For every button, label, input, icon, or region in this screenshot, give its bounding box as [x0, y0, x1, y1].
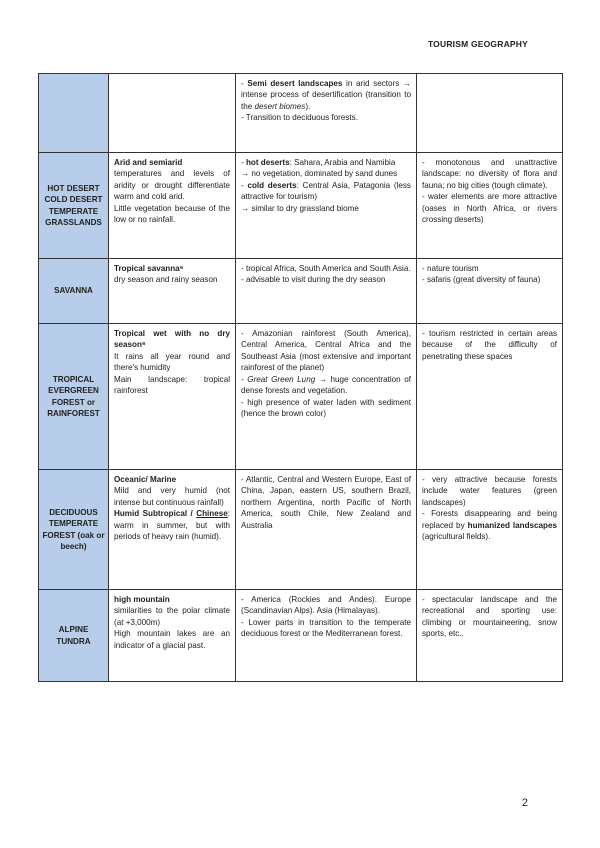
text-run: desert biomes	[254, 101, 306, 111]
text-run: - tropical Africa, South America and South Asia.	[241, 264, 411, 273]
text-run: Oceanic/ Marine	[114, 475, 177, 484]
text-run: High mountain lakes are an indicator of a glacial past.	[114, 629, 230, 650]
text-run: - Transition to deciduous forests.	[241, 113, 358, 123]
text-run: Great Green Lung	[247, 374, 316, 384]
tourism-cell	[417, 470, 563, 590]
text-run: - monotonous and unattractive landscape: no diversity of flora and fauna; no big cities (tough climate).	[422, 158, 557, 190]
biome-name-cell	[39, 74, 109, 153]
tourism-line	[422, 328, 557, 362]
biome-name: DECIDUOUS TEMPERATE FOREST (oak or beech)	[42, 507, 105, 551]
text-run: - Lower parts in transition to the temperate deciduous forest or the Mediterranean forest.	[241, 617, 411, 639]
text-run: - very attractive because forests include water features (green landscapes)	[422, 475, 557, 507]
climate-cell	[109, 153, 236, 259]
location-cell	[236, 259, 417, 324]
tourism-line	[422, 157, 557, 191]
text-run: : Sahara, Arabia and Namibia	[289, 158, 396, 167]
climate-line	[114, 274, 230, 285]
biome-table	[38, 73, 563, 682]
climate-line	[114, 351, 230, 374]
text-run: - Amazonian rainforest (South America), Central America, Central Africa and the Southeast Asia (most extensive and important rainforest of the planet)	[241, 329, 411, 373]
text-run: - safaris (great diversity of fauna)	[422, 275, 541, 285]
table-row	[39, 470, 563, 590]
text-run: : warm in summer, but with periods of heavy rain (humid).	[114, 509, 230, 542]
biome-name: ALPINE TUNDRA	[56, 625, 91, 646]
text-run: - Atlantic, Central and Western Europe, East of China, Japan, eastern US, southern Brazil, northern Argentina, north Pacific of North America, south Chile, New Zealand and Australia	[241, 475, 411, 530]
running-header: TOURISM GEOGRAPHY	[427, 39, 528, 49]
location-cell	[236, 153, 417, 259]
text-run: cold deserts	[247, 180, 297, 190]
biome-name-cell	[39, 470, 109, 590]
text-run: Tropical wet with no dry season	[114, 329, 230, 350]
tourism-cell	[417, 259, 563, 324]
location-cell	[236, 470, 417, 590]
tourism-cell	[417, 590, 563, 682]
text-run: - advisable to visit during the dry season	[241, 275, 386, 285]
tourism-line	[422, 508, 557, 542]
biome-name: HOT DESERT COLD DESERT TEMPERATE GRASSLANDS	[44, 183, 103, 227]
climate-cell	[109, 74, 236, 153]
text-run: Chinese	[196, 509, 228, 519]
text-run: -	[241, 180, 248, 190]
text-run: in arid sectors → intense process of desertification (transition to the	[241, 79, 411, 111]
text-run: -	[241, 374, 248, 384]
text-run: -	[241, 158, 246, 167]
text-run: dry season and rainy season	[114, 275, 218, 285]
table-row	[39, 324, 563, 470]
page-number: 2	[521, 797, 528, 809]
location-line	[241, 157, 411, 168]
climate-line	[114, 628, 230, 651]
location-cell	[236, 324, 417, 470]
text-run: hot deserts	[245, 158, 290, 167]
text-run: - nature tourism	[422, 264, 479, 273]
biome-name: TROPICAL EVERGREEN FOREST or RAINFOREST	[47, 374, 100, 418]
climate-line	[114, 594, 230, 605]
text-run: - high presence of water laden with sediment (hence the brown color)	[241, 397, 411, 419]
location-line	[241, 180, 411, 203]
biome-name: SAVANNA	[54, 286, 93, 296]
text-run: Mild and very humid (not intense but continuous rainfall)	[114, 486, 230, 507]
location-line	[241, 374, 411, 397]
biome-name-cell	[39, 590, 109, 682]
climate-line	[114, 203, 230, 226]
table-row	[39, 259, 563, 324]
text-run: → huge concentration of dense forests and vegetation.	[241, 374, 411, 396]
text-run: Little vegetation because of the low or no rainfall.	[114, 203, 230, 225]
location-line	[241, 263, 411, 274]
text-run: ⁶	[141, 340, 146, 350]
climate-line	[114, 374, 230, 397]
location-line	[241, 617, 411, 640]
climate-line	[114, 157, 230, 168]
text-run: - tourism restricted in certain areas because of the difficulty of penetrating these spaces	[422, 329, 557, 361]
location-line	[241, 168, 411, 179]
tourism-line	[422, 191, 557, 225]
text-run: It rains all year round and there's humidity	[114, 351, 230, 373]
tourism-cell	[417, 324, 563, 470]
tourism-line	[422, 274, 557, 285]
text-run: Semi desert landscapes	[247, 79, 343, 88]
location-line	[241, 78, 411, 112]
climate-cell	[109, 259, 236, 324]
text-run: Humid Subtropical /	[114, 509, 197, 519]
location-cell	[236, 590, 417, 682]
tourism-line	[422, 474, 557, 508]
text-run: ⁶	[179, 264, 184, 273]
climate-cell	[109, 470, 236, 590]
text-run: Arid and semiarid	[114, 158, 183, 167]
location-line	[241, 203, 411, 214]
text-run: ).	[305, 101, 311, 111]
text-run: - Forests disappearing and being replaced by	[422, 509, 557, 530]
location-cell	[236, 74, 417, 153]
climate-line	[114, 485, 230, 508]
location-line	[241, 474, 411, 531]
tourism-cell	[417, 153, 563, 259]
biome-name-cell	[39, 259, 109, 324]
climate-line	[114, 168, 230, 202]
text-run: - water elements are more attractive (oases in North Africa, or rivers crossing deserts)	[422, 192, 557, 225]
text-run: → similar to dry grassland biome	[241, 203, 359, 213]
table-row	[39, 153, 563, 259]
tourism-line	[422, 263, 557, 274]
climate-line	[114, 328, 230, 351]
climate-cell	[109, 590, 236, 682]
text-run: -	[241, 79, 248, 88]
biome-name-cell	[39, 153, 109, 259]
climate-line	[114, 605, 230, 628]
text-run: (agricultural fields).	[422, 532, 491, 542]
location-line	[241, 328, 411, 374]
location-line	[241, 397, 411, 420]
climate-cell	[109, 324, 236, 470]
location-line	[241, 112, 411, 123]
climate-line	[114, 474, 230, 485]
text-run: - America (Rockies and Andes). Europe (Scandinavian Alps). Asia (Himalayas).	[241, 595, 411, 616]
text-run: temperatures and levels of aridity or drought differentiate warm and cold arid.	[114, 169, 230, 202]
table-row	[39, 590, 563, 682]
text-run: : Central Asia, Patagonia (less attractive for tourism)	[241, 180, 411, 202]
text-run: - spectacular landscape and the recreational and sporting use: climbing or mountaineering, snow sports, etc..	[422, 595, 557, 639]
climate-line	[114, 263, 230, 274]
biome-name-cell	[39, 324, 109, 470]
tourism-cell	[417, 74, 563, 153]
text-run: similarities to the polar climate (at +3,000m)	[114, 606, 230, 627]
climate-line	[114, 508, 230, 542]
tourism-line	[422, 594, 557, 640]
text-run: high mountain	[114, 595, 170, 604]
text-run: → no vegetation, dominated by sand dunes	[241, 169, 398, 179]
text-run: Tropical savanna	[114, 264, 180, 273]
text-run: humanized landscapes	[467, 520, 557, 530]
table-row	[39, 74, 563, 153]
location-line	[241, 594, 411, 617]
location-line	[241, 274, 411, 285]
text-run: Main landscape: tropical rainforest	[114, 374, 230, 396]
